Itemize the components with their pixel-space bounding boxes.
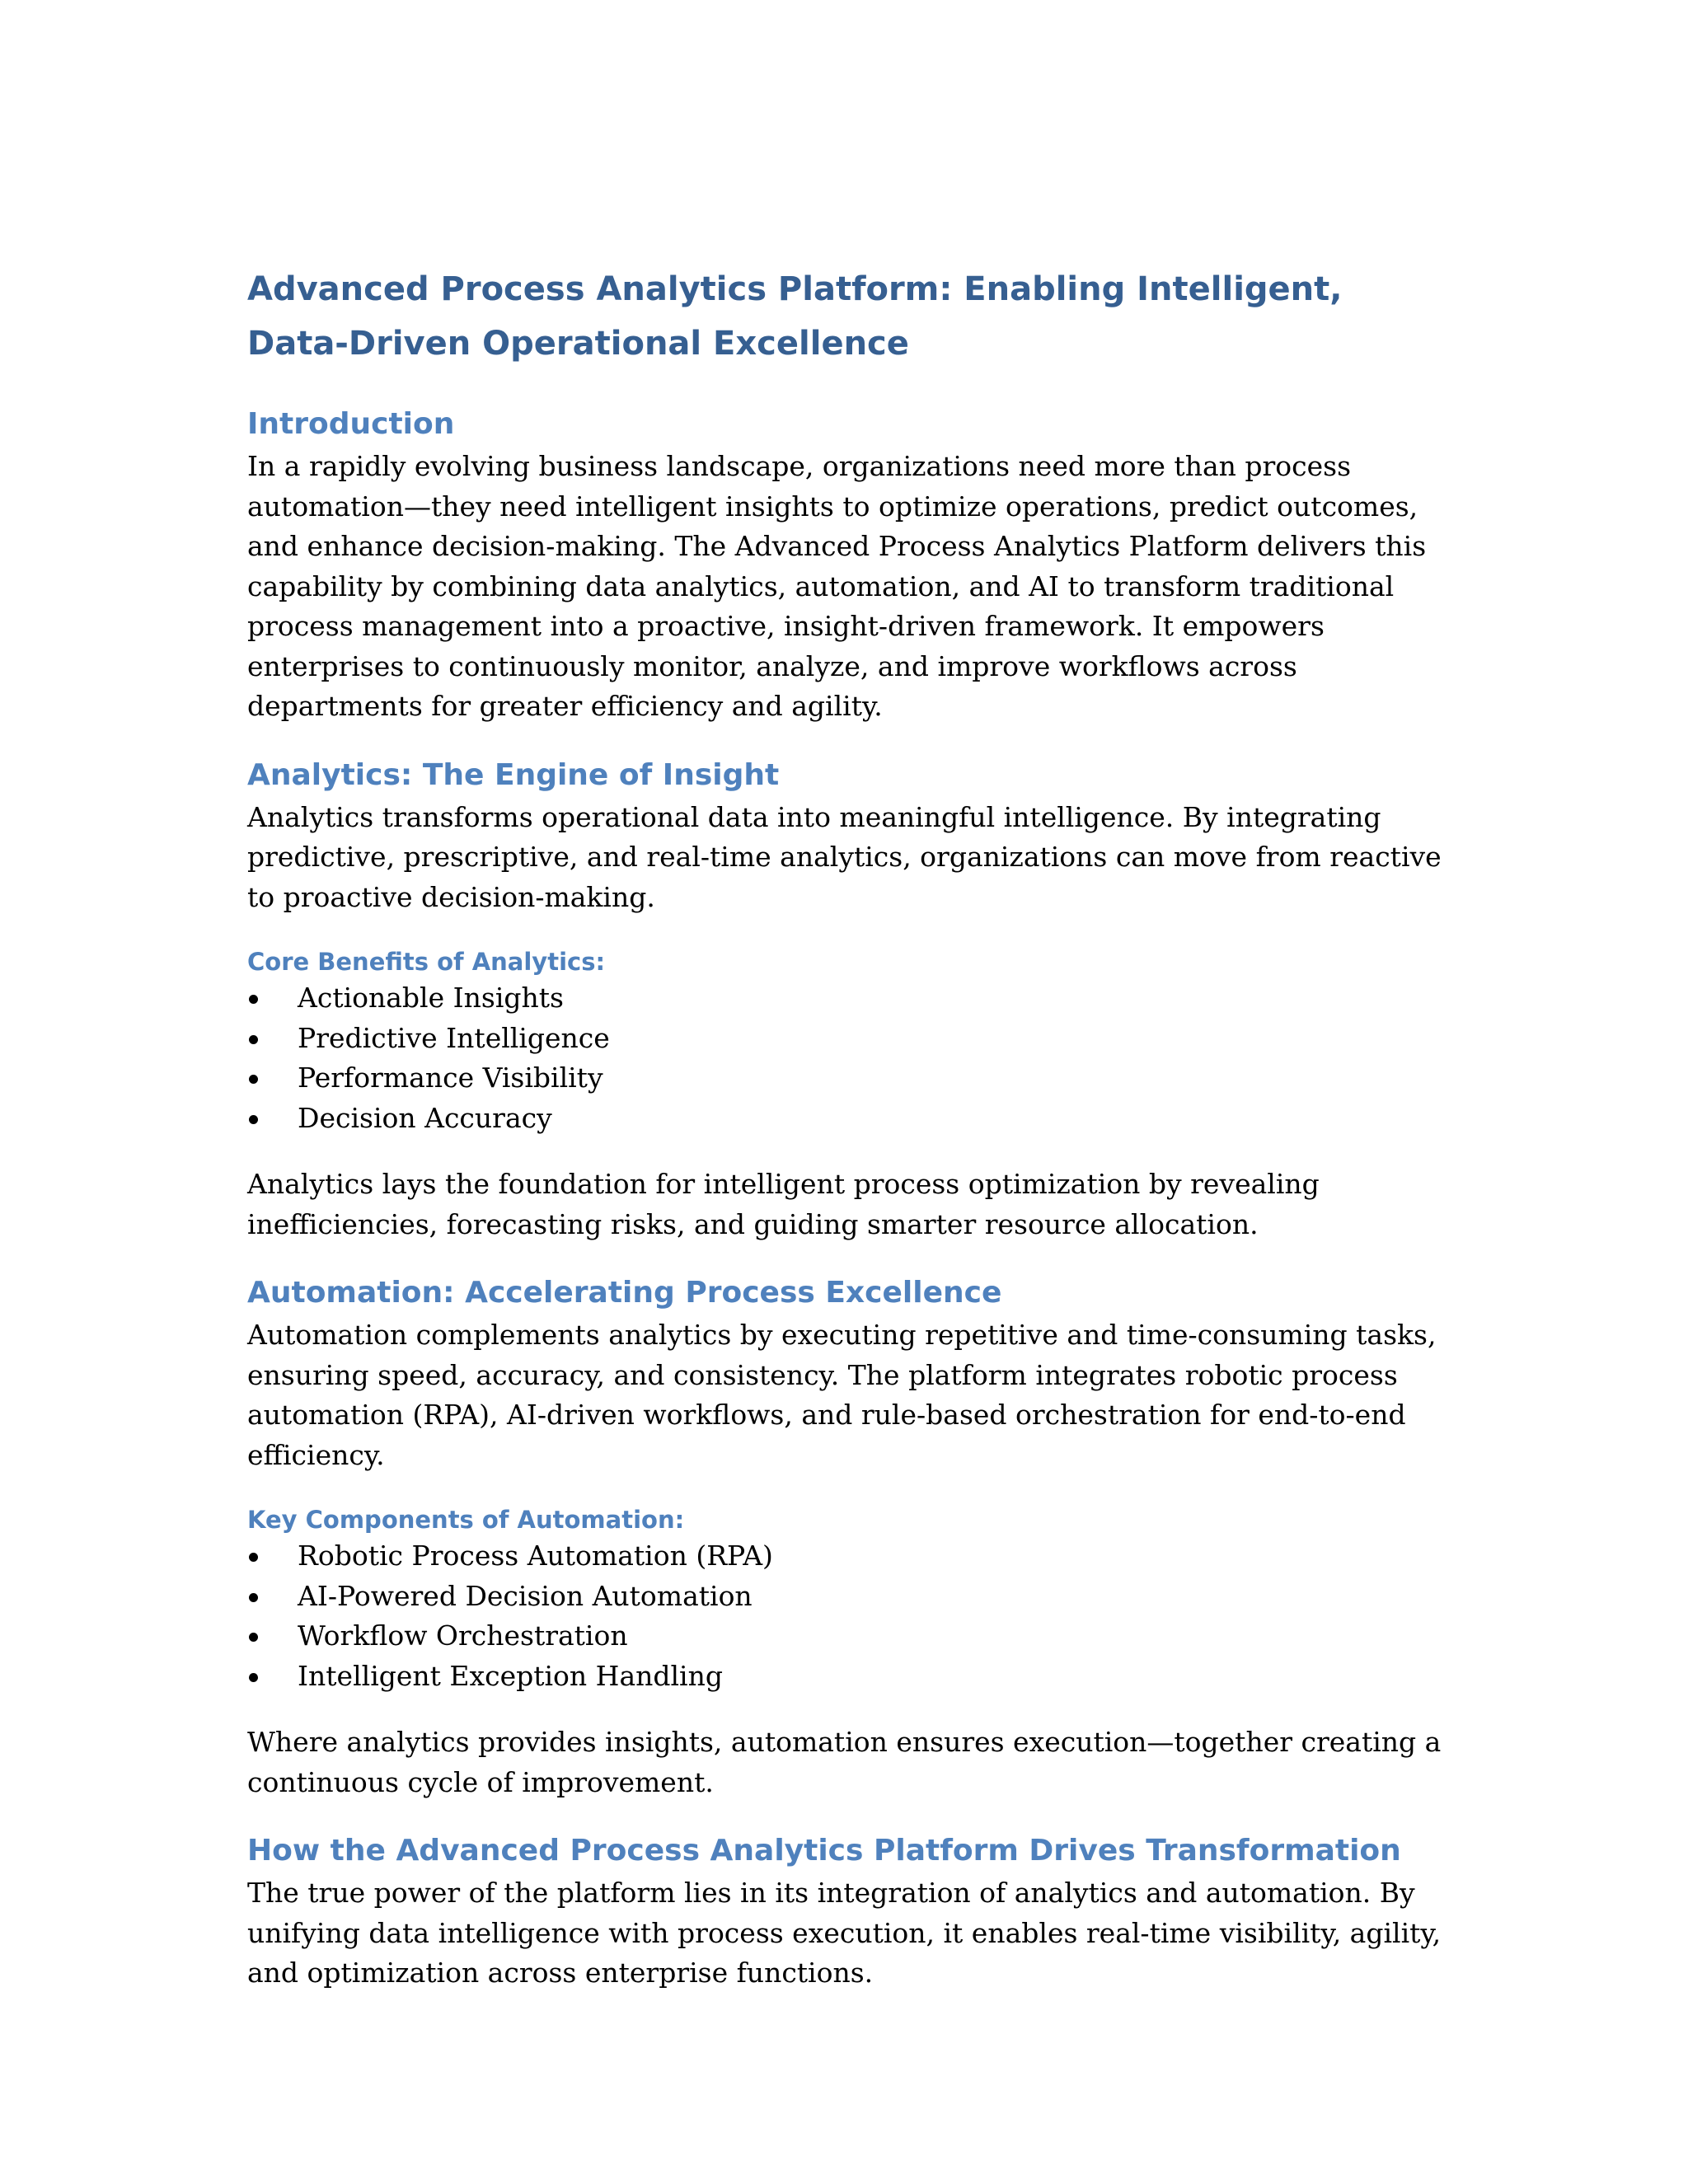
list-item-text: Predictive Intelligence <box>298 1021 610 1054</box>
analytics-paragraph: Analytics transforms operational data into meaningful intelligence. By integrating predictive, prescriptive, and real-time analytics, organizations can move from reactive to proactive decision-making. <box>247 800 1442 913</box>
analytics-closing-paragraph: Analytics lays the foundation for intelligent process optimization by revealing inefficiencies, forecasting risks, and guiding smarter resource allocation. <box>247 1168 1320 1240</box>
list-item-text: Robotic Process Automation (RPA) <box>298 1540 773 1572</box>
section-introduction <box>247 404 1451 727</box>
bullet-icon <box>249 1633 258 1642</box>
document-title: Advanced Process Analytics Platform: Enabling Intelligent, Data-Driven Operational Excellence <box>247 270 1343 363</box>
list-item <box>247 1616 1451 1657</box>
list-item <box>247 1536 1451 1577</box>
transformation-heading: How the Advanced Process Analytics Platform Drives Transformation <box>247 1834 1401 1868</box>
list-item-text: Workflow Orchestration <box>298 1619 628 1652</box>
automation-components-list <box>247 1536 1451 1696</box>
bullet-icon <box>249 1115 258 1124</box>
list-item-text: Decision Accuracy <box>298 1101 552 1134</box>
section-automation <box>247 1272 1451 1802</box>
bullet-icon <box>249 1673 258 1682</box>
automation-closing-paragraph: Where analytics provides insights, automation ensures execution—together creating a continuous cycle of improvement. <box>247 1726 1442 1798</box>
list-item-text: Actionable Insights <box>298 982 564 1014</box>
list-item <box>247 1577 1451 1617</box>
automation-paragraph: Automation complements analytics by executing repetitive and time-consuming tasks, ensuring speed, accuracy, and consistency. The platform integrates robotic process automation (RPA), AI-driven workflows, and rule-based orchestration for end-to-end efficiency. <box>247 1319 1437 1471</box>
bullet-icon <box>249 995 258 1004</box>
list-item <box>247 978 1451 1019</box>
section-analytics <box>247 755 1451 1245</box>
analytics-heading: Analytics: The Engine of Insight <box>247 757 780 792</box>
section-transformation <box>247 1830 1451 1994</box>
bullet-icon <box>249 1593 258 1602</box>
list-item <box>247 1058 1451 1099</box>
list-item-text: Performance Visibility <box>298 1062 603 1094</box>
document-content <box>247 262 1451 1994</box>
bullet-icon <box>249 1075 258 1084</box>
list-item-text: AI-Powered Decision Automation <box>298 1579 753 1612</box>
analytics-benefits-list <box>247 978 1451 1138</box>
bullet-icon <box>249 1553 258 1562</box>
list-item <box>247 1657 1451 1697</box>
introduction-heading: Introduction <box>247 407 455 441</box>
transformation-paragraph: The true power of the platform lies in its integration of analytics and automation. By unifying data intelligence with process execution, it enables real-time visibility, agility, and optimization across enterprise functions. <box>247 1877 1442 1989</box>
analytics-benefits-subheading: Core Benefits of Analytics: <box>247 948 606 976</box>
list-item-text: Intelligent Exception Handling <box>298 1659 723 1692</box>
automation-heading: Automation: Accelerating Process Excellence <box>247 1276 1002 1310</box>
automation-components-subheading: Key Components of Automation: <box>247 1506 685 1534</box>
list-item <box>247 1019 1451 1059</box>
list-item <box>247 1099 1451 1139</box>
bullet-icon <box>249 1035 258 1044</box>
introduction-paragraph: In a rapidly evolving business landscape, organizations need more than process automation—they need intelligent insights to optimize operations, predict outcomes, and enhance decision-making. The Advanced Process Analytics Platform delivers this capability by combining data analytics, automation, and AI to transform traditional process management into a proactive, insight-driven framework. It empowers enterprises to continuously monitor, analyze, and improve workflows across departments for greater efficiency and agility. <box>247 450 1427 722</box>
